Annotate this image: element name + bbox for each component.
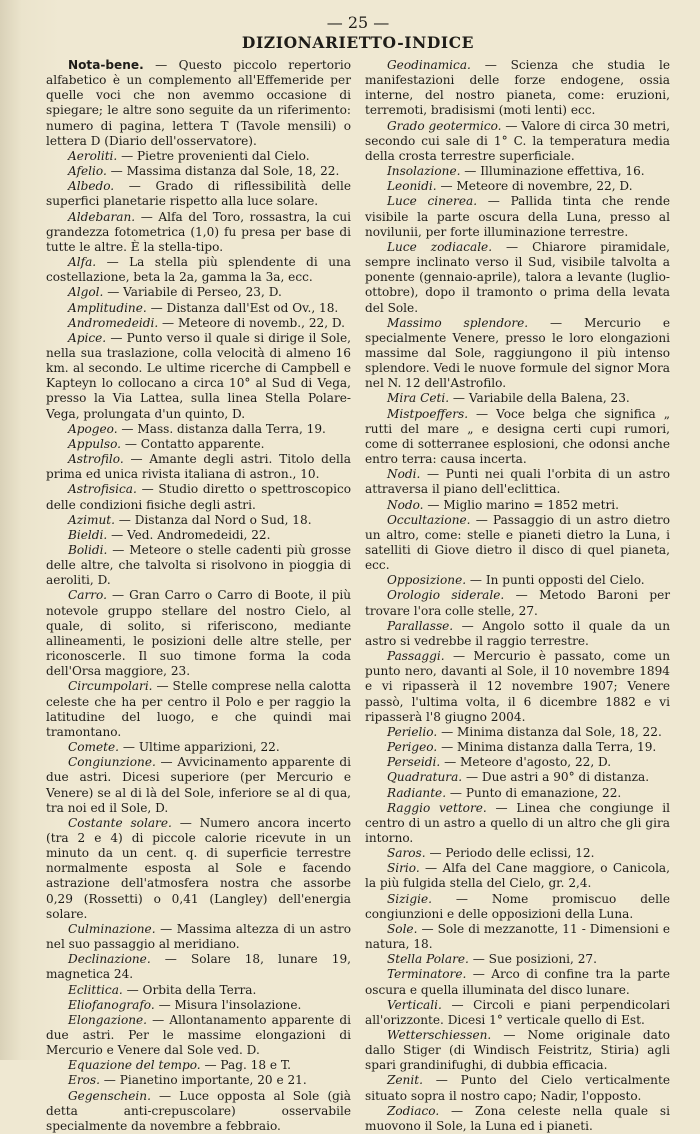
- dictionary-entry: [46, 255, 351, 285]
- entry-term: Eclittica.: [68, 982, 123, 997]
- entry-definition: — In punti opposti del Cielo.: [466, 573, 645, 588]
- entry-definition: — Illuminazione effettiva, 16.: [460, 164, 645, 179]
- dictionary-entry: [365, 467, 670, 497]
- entry-definition: — Linea che congiunge il centro di un astro a quello di un altro che gli gira intorno.: [365, 800, 670, 845]
- entry-term: Gegenschein.: [68, 1088, 151, 1103]
- entry-definition: — Nome originale dato dallo Stiger (di Windisch Feistritz, Stiria) agli spari grandinifughi, di dubbia efficacia.: [365, 1028, 670, 1073]
- entry-term: Stella Polare.: [387, 952, 469, 967]
- dictionary-entry: [365, 770, 670, 785]
- dictionary-entry: [46, 437, 351, 452]
- entry-definition: — Variabile della Balena, 23.: [449, 391, 630, 406]
- dictionary-entry: [365, 240, 670, 316]
- dictionary-entry: [46, 452, 351, 482]
- entry-term: Nota-bene.: [68, 58, 144, 72]
- dictionary-entry: [365, 725, 670, 740]
- entry-term: Wetterschiessen.: [387, 1028, 492, 1042]
- dictionary-entry: [46, 543, 351, 588]
- dictionary-entry: [365, 119, 670, 164]
- entry-term: Circumpolari.: [68, 679, 153, 694]
- entry-definition: — Grado di riflessibilità delle superfici planetarie rispetto alla luce solare.: [46, 179, 351, 209]
- entry-term: Raggio vettore.: [387, 800, 487, 815]
- entry-definition: — Contatto apparente.: [121, 436, 265, 451]
- entry-term: Eros.: [68, 1073, 100, 1088]
- dictionary-entry: [46, 998, 351, 1013]
- entry-term: Astrofilo.: [68, 452, 124, 467]
- dictionary-entry: [46, 816, 351, 922]
- dictionary-entry: [365, 407, 670, 468]
- entry-definition: — Pag. 18 e T.: [200, 1058, 292, 1073]
- entry-definition: — Arco di confine tra la parte oscura e quella illuminata del disco lunare.: [365, 967, 670, 997]
- entry-definition: — Allontanamento apparente di due astri. Per le massime elongazioni di Mercurio e Venere dal Sole ved. D.: [46, 1012, 351, 1058]
- entry-term: Grado geotermico.: [387, 118, 502, 133]
- entry-definition: — Circoli e piani perpendicolari all'orizzonte. Dicesi 1° verticale quello di Est.: [365, 997, 670, 1027]
- entry-definition: — Distanza dal Nord o Sud, 18.: [114, 512, 312, 527]
- dictionary-entry: [365, 846, 670, 861]
- entry-definition: — Minima distanza dal Sole, 18, 22.: [437, 724, 662, 739]
- entry-term: Algol.: [68, 285, 104, 300]
- entry-term: Declinazione.: [68, 952, 151, 967]
- dictionary-entry: [365, 194, 670, 239]
- entry-term: Quadratura.: [387, 770, 463, 785]
- dictionary-entry: [365, 1028, 670, 1073]
- entry-term: Azimut.: [68, 512, 115, 527]
- entry-definition: — Ved. Andromedeidi, 22.: [107, 527, 271, 542]
- entry-definition: — Stelle comprese nella calotta celeste che ha per centro il Polo e per raggio la latitudine del luogo, e che quindi mai tramontano.: [46, 679, 351, 739]
- entry-term: Terminatore.: [387, 967, 467, 982]
- entry-term: Costante solare.: [68, 815, 172, 830]
- entry-definition: — Metodo Baroni per trovare l'ora colle stelle, 27.: [365, 588, 671, 618]
- entry-definition: — Passaggio di un astro dietro un altro, come: stelle e pianeti dietro la Luna, i satelliti di Giove dietro il disco di quel pianeta, ecc.: [365, 512, 670, 573]
- entry-definition: — Sue posizioni, 27.: [468, 952, 597, 967]
- dictionary-entry: [365, 498, 670, 513]
- entry-term: Verticali.: [387, 997, 442, 1012]
- entry-definition: — Orbita della Terra.: [122, 982, 257, 997]
- entry-definition: — Amante degli astri. Titolo della prima ed unica rivista italiana di astron., 10.: [46, 452, 351, 482]
- entry-term: Zenit.: [387, 1073, 423, 1088]
- entry-term: Mira Ceti.: [387, 391, 450, 406]
- dictionary-entry: [46, 149, 351, 164]
- entry-term: Sizigie.: [387, 891, 433, 906]
- entry-definition: — Luce opposta al Sole (già detta anti-crepuscolare) osservabile specialmente da novembre a febbraio.: [46, 1088, 351, 1133]
- entry-term: Sole.: [387, 921, 418, 936]
- entry-term: Occultazione.: [387, 512, 471, 527]
- left-column: [46, 58, 351, 1134]
- dictionary-entry: [365, 513, 670, 574]
- entry-term: Congiunzione.: [68, 755, 156, 770]
- columns: [46, 58, 670, 1134]
- entry-term: Aldebaran.: [68, 209, 136, 224]
- dictionary-entry: [46, 1013, 351, 1058]
- dictionary-entry: [46, 179, 351, 209]
- entry-term: Bieldi.: [68, 527, 108, 542]
- entry-definition: — Misura l'insolazione.: [154, 997, 302, 1012]
- dictionary-entry: [365, 1104, 670, 1134]
- entry-definition: — Mass. distanza dalla Terra, 19.: [117, 421, 326, 436]
- entry-term: Alfa.: [68, 255, 97, 270]
- entry-term: Carro.: [68, 588, 107, 603]
- entry-definition: — Voce belga che significa „ rutti del mare „ e designa certi cupi rumori, come di sotterranee esplosioni, che odonsi anche entro terra: causa incerta.: [365, 406, 670, 467]
- entry-term: Nodo.: [387, 497, 424, 512]
- entry-definition: — Meteore di novembre, 22, D.: [436, 179, 633, 194]
- dictionary-entry: [46, 164, 351, 179]
- dictionary-entry: [365, 922, 670, 952]
- entry-definition: — Studio diretto o spettroscopico delle condizioni fisiche degli astri.: [46, 482, 351, 512]
- dictionary-entry: [46, 285, 351, 300]
- dictionary-entry: [46, 301, 351, 316]
- entry-definition: — Alfa del Cane maggiore, o Canicola, la più fulgida stella del Cielo, gr. 2,4.: [365, 861, 670, 891]
- entry-definition: — Zona celeste nella quale si muovono il Sole, la Luna ed i pianeti.: [365, 1103, 670, 1133]
- entry-definition: — Gran Carro o Carro di Boote, il più notevole gruppo stellare del nostro Cielo, al quale, di solito, si riferiscono, mediante allineamenti, le posizioni delle altre stelle, per riconoscerle. Il suo timone forma la coda dell'Orsa maggiore, 23.: [46, 588, 351, 679]
- entry-term: Opposizione.: [387, 573, 467, 588]
- entry-definition: — Pietre provenienti dal Cielo.: [117, 148, 310, 163]
- entry-term: Perseidi.: [387, 755, 441, 770]
- entry-definition: — Massima distanza dal Sole, 18, 22.: [106, 164, 340, 179]
- dictionary-entry: [365, 179, 670, 194]
- entry-term: Perigeo.: [387, 740, 438, 755]
- dictionary-entry: [365, 998, 670, 1028]
- entry-term: Insolazione.: [387, 164, 461, 179]
- entry-term: Parallasse.: [387, 618, 454, 633]
- dictionary-entry: [365, 164, 670, 179]
- entry-term: Radiante.: [387, 785, 447, 800]
- entry-definition: — Pianetino importante, 20 e 21.: [99, 1073, 307, 1088]
- dictionary-entry: [46, 740, 351, 755]
- dictionary-entry: [46, 210, 351, 255]
- entry-term: Bolidi.: [68, 543, 108, 557]
- dictionary-entry: [46, 528, 351, 543]
- entry-term: Albedo.: [68, 179, 115, 194]
- entry-definition: — Punti nei quali l'orbita di un astro attraversa il piano dell'eclittica.: [365, 467, 670, 497]
- entry-definition: — Alfa del Toro, rossastra, la cui grandezza fotometrica (1,0) fu presa per base di tutte le altre. È la stella-tipo.: [46, 209, 351, 254]
- dictionary-entry: [365, 58, 670, 119]
- entry-definition: — Numero ancora incerto (tra 2 e 4) di piccole calorie ricevute in un minuto da un cent. q. di superficie terrestre normalmente esposta al Sole e facendo astrazione dell'atmosfera nostra che assorbe 0,29 (Rossetti) o 0,41 (Langley) dell'energia solare.: [46, 815, 351, 921]
- entry-definition: — Valore di circa 30 metri, secondo cui sale di 1° C. la temperatura media della crosta terrestre superficiale.: [365, 118, 670, 163]
- entry-definition: — La stella più splendente di una costellazione, beta la 2a, gamma la 3a, ecc.: [46, 255, 351, 285]
- entry-definition: — Miglio marino = 1852 metri.: [423, 497, 619, 512]
- dictionary-entry: [365, 619, 670, 649]
- dictionary-entry: [365, 649, 670, 725]
- dictionary-entry: [365, 861, 670, 891]
- entry-term: Geodinamica.: [387, 58, 471, 72]
- dictionary-entry: [46, 755, 351, 816]
- dictionary-entry: [46, 679, 351, 740]
- entry-definition: — Punto di emanazione, 22.: [446, 785, 622, 800]
- dictionary-entry: [46, 316, 351, 331]
- entry-term: Passaggi.: [387, 649, 445, 664]
- dictionary-entry: [365, 801, 670, 846]
- entry-definition: — Scienza che studia le manifestazioni delle forze endogene, ossia interne, del nostro pianeta, come: eruzioni, terremoti, bradisismi (moti lenti) ecc.: [365, 58, 670, 118]
- dictionary-entry: [46, 1073, 351, 1088]
- entry-definition: — Punto verso il quale si dirige il Sole, nella sua traslazione, colla velocità di almeno 16 km. al secondo. Le ultime ricerche di Campbell e Kapteyn lo collocano a circa 10° al Sud di Vega, presso la Via Lattea, sulla linea Stella Polare-Vega, prolungata d'un quinto, D.: [46, 330, 351, 421]
- entry-definition: — Ultime apparizioni, 22.: [119, 740, 280, 755]
- entry-term: Amplitudine.: [68, 300, 147, 315]
- entry-term: Perielio.: [387, 724, 438, 739]
- entry-definition: — Questo piccolo repertorio alfabetico è un complemento all'Effemeride per quelle voci che non avemmo occasione di spiegare; le altre sono seguite da un riferimento: numero di pagina, lettera T (Tavole mensili) o lettera D (Diario dell'osservatore).: [46, 58, 351, 148]
- dictionary-entry: [46, 58, 351, 149]
- dictionary-entry: [365, 573, 670, 588]
- entry-term: Sirio.: [387, 861, 420, 876]
- dictionary-entry: [365, 967, 670, 997]
- dictionary-entry: [365, 952, 670, 967]
- entry-definition: — Variabile di Perseo, 23, D.: [103, 285, 282, 300]
- entry-definition: — Mercurio e specialmente Venere, presso le loro elongazioni massime dal Sole, raggiungono il più intenso splendore. Vedi le nuove formule del signor Mora nel N. 12 dell'Astrofilo.: [365, 315, 670, 391]
- dictionary-entry: [365, 786, 670, 801]
- entry-definition: — Periodo delle eclissi, 12.: [425, 846, 595, 861]
- entry-term: Leonidi.: [387, 179, 437, 194]
- entry-term: Luce cinerea.: [387, 194, 478, 209]
- dictionary-entry: [46, 482, 351, 512]
- entry-term: Luce zodiacale.: [387, 239, 493, 254]
- entry-term: Orologio siderale.: [387, 588, 505, 603]
- entry-definition: — Avvicinamento apparente di due astri. Dicesi superiore (per Mercurio e Venere) se al di là del Sole, inferiore se al di qua, tra noi ed il Sole, D.: [46, 755, 351, 815]
- entry-definition: — Nome promiscuo delle congiunzioni e delle opposizioni della Luna.: [365, 891, 670, 921]
- dictionary-entry: [46, 513, 351, 528]
- entry-definition: — Punto del Cielo verticalmente situato sopra il nostro capo; Nadir, l'opposto.: [365, 1073, 670, 1103]
- entry-term: Culminazione.: [68, 921, 156, 936]
- entry-definition: — Massima altezza di un astro nel suo passaggio al meridiano.: [46, 921, 351, 952]
- entry-definition: — Distanza dall'Est od Ov., 18.: [146, 300, 339, 315]
- entry-definition: — Meteore di novemb., 22, D.: [158, 315, 346, 330]
- dictionary-entry: [365, 755, 670, 770]
- dictionary-entry: [46, 588, 351, 679]
- entry-term: Aeroliti.: [68, 148, 118, 163]
- dictionary-entry: [46, 922, 351, 952]
- right-column: [365, 58, 670, 1134]
- dictionary-entry: [365, 892, 670, 922]
- entry-term: Andromedeidi.: [68, 315, 159, 330]
- dictionary-entry: [46, 1089, 351, 1134]
- dictionary-entry: [365, 316, 670, 392]
- entry-term: Nodi.: [387, 467, 421, 482]
- entry-term: Saros.: [387, 846, 426, 861]
- entry-definition: — Solare 18, lunare 19, magnetica 24.: [46, 952, 351, 982]
- entry-term: Zodiaco.: [387, 1103, 440, 1118]
- entry-definition: — Minima distanza dalla Terra, 19.: [437, 740, 657, 755]
- entry-term: Equazione del tempo.: [68, 1058, 201, 1073]
- dictionary-entry: [46, 983, 351, 998]
- dictionary-entry: [365, 391, 670, 406]
- entry-definition: — Meteore o stelle cadenti più grosse delle altre, che talvolta si risolvono in pioggia di aeroliti, D.: [46, 543, 351, 588]
- dictionary-entry: [365, 588, 670, 618]
- dictionary-entry: [46, 1058, 351, 1073]
- entry-term: Apice.: [68, 330, 107, 345]
- dictionary-entry: [46, 952, 351, 982]
- entry-term: Mistpoeffers.: [387, 406, 469, 421]
- entry-definition: — Meteore d'agosto, 22, D.: [440, 755, 612, 770]
- entry-definition: — Sole di mezzanotte, 11 - Dimensioni e natura, 18.: [365, 921, 670, 952]
- entry-definition: — Chiarore piramidale, sempre inclinato verso il Sud, visibile talvolta a ponente (gennaio-aprile), talora a levante (luglio-ottobre), dopo il tramonto o prima della levata del Sole.: [365, 239, 670, 315]
- entry-definition: — Angolo sotto il quale da un astro si vedrebbe il raggio terrestre.: [365, 618, 670, 648]
- entry-term: Massimo splendore.: [387, 315, 529, 330]
- entry-definition: — Due astri a 90° di distanza.: [462, 770, 650, 785]
- entry-term: Astrofisica.: [68, 482, 137, 497]
- entry-definition: — Mercurio è passato, come un punto nero, davanti al Sole, il 10 novembre 1894 e vi ripasserà il 12 novembre 1907; Venere passò, l'ultima volta, il 6 dicembre 1882 e vi ripasserà l'8 giugno 2004.: [365, 649, 670, 724]
- entry-term: Eliofanografo.: [68, 997, 155, 1012]
- page-title: DIZIONARIETTO-INDICE: [241, 33, 475, 52]
- entry-term: Comete.: [68, 740, 120, 755]
- dictionary-entry: [46, 331, 351, 422]
- dictionary-entry: [365, 740, 670, 755]
- entry-term: Apogeo.: [68, 421, 118, 436]
- entry-term: Afelio.: [68, 164, 107, 179]
- dictionary-entry: [46, 422, 351, 437]
- entry-term: Appulso.: [68, 436, 121, 451]
- entry-term: Elongazione.: [68, 1012, 148, 1027]
- entry-definition: — Pallida tinta che rende visibile la parte oscura della Luna, presso al novilunii, per forte illuminazione terrestre.: [365, 194, 670, 239]
- page-number: — 25 —: [326, 13, 390, 32]
- dictionary-entry: [365, 1073, 670, 1103]
